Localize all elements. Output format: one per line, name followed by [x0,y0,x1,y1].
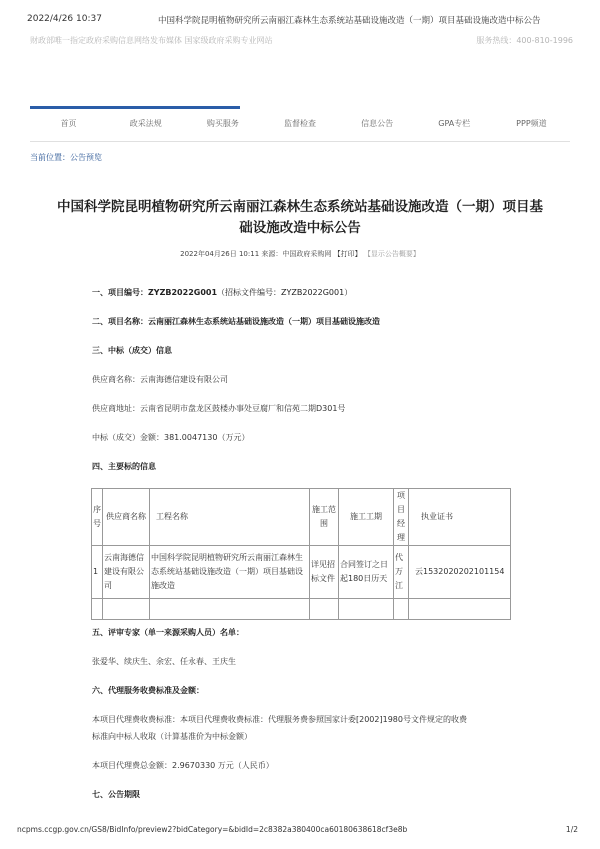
section-agency-fee-heading: 六、代理服务收费标准及金额： [92,686,204,695]
section-subject-heading: 四、主要标的信息 [92,462,156,471]
agency-fee-line-1: 本项目代理费收费标准：本项目代理费收费标准：代理服务费参照国家计委[2002]1980号文件规定的收费 [92,715,467,724]
site-slogan: 财政部唯一指定政府采购信息网络发布媒体 国家级政府采购专业网站 [30,36,273,45]
page-title-line-2: 础设施改造中标公告 [239,220,361,236]
nav-divider [30,141,570,142]
print-page-number: 1/2 [565,825,578,834]
supplier-address: 供应商地址：云南省昆明市盘龙区鼓楼办事处豆腐厂和信苑二期D301号 [92,404,346,413]
agency-fee-total: 本项目代理费总金额：2.9670330 万元（人民币） [92,761,274,770]
nav-item-purchase-services[interactable]: 购买服务 [206,119,239,128]
nav-item-regulations[interactable]: 政采法规 [129,119,162,128]
source-name: 中国政府采购网 [282,250,332,258]
section-project-number [92,287,352,298]
nav-item-announcements[interactable]: 信息公告 [361,119,394,128]
main-nav [30,112,570,136]
empty-cell [394,599,409,620]
project-name-value: 云南丽江森林生态系统站基础设施改造（一期）项目基础设施改造 [148,317,380,326]
section-project-name [92,316,380,327]
col-header-supplier: 供应商名称 [103,489,150,546]
nav-item-supervision[interactable]: 监督检查 [283,119,316,128]
print-footer-url: ncpms.ccgp.gov.cn/GS8/BidInfo/preview2?bidCategory=&bidId=2c8382a380400ca60180638618cf3e8b [17,825,408,834]
col-header-period: 施工工期 [339,489,394,546]
section-notice-period-heading: 七、公告期限 [92,790,140,799]
empty-cell [310,599,339,620]
cell-no: 1 [92,546,103,599]
cell-license: 云1532020202101154 [409,546,511,599]
service-hotline: 服务热线：400-810-1996 [476,36,573,45]
empty-cell [409,599,511,620]
source-label: 来源： [261,250,283,258]
project-number-value: ZYZB2022G001 [148,288,218,297]
show-summary-link[interactable]: 【显示公告概要】 [363,250,420,258]
agency-fee-line-2: 标准向中标人收取（计算基准价为中标金额） [92,732,252,741]
breadcrumb-prefix: 当前位置： [30,153,70,162]
table-empty-row [92,599,511,620]
nav-item-gpa[interactable]: GPA专栏 [438,119,471,128]
breadcrumb [30,152,102,163]
section-award-info-heading: 三、中标（成交）信息 [92,346,172,355]
experts-list: 张爱华、续庆生、余宏、任永春、王庆生 [92,657,236,666]
cell-supplier: 云南海德信建设有限公司 [103,546,150,599]
col-header-license: 执业证书 [409,489,511,546]
nav-item-home[interactable]: 首页 [60,119,77,128]
empty-cell [150,599,310,620]
col-header-project: 工程名称 [150,489,310,546]
nav-item-ppp[interactable]: PPP频道 [516,119,547,128]
page-title [40,197,560,239]
publish-date: 2022年04月26日 10:11 [180,250,260,258]
print-document-title: 中国科学院昆明植物研究所云南丽江森林生态系统站基础设施改造（一期）项目基础设施改造中标公告 [158,16,541,26]
table-header-row [92,489,511,546]
article-meta [0,249,600,259]
award-amount: 中标（成交）金额：381.0047130（万元） [92,433,250,442]
col-header-scope: 施工范围 [310,489,339,546]
page-title-line-1: 中国科学院昆明植物研究所云南丽江森林生态系统站基础设施改造（一期）项目基 [57,199,543,215]
col-header-manager: 项目经理 [394,489,409,546]
project-number-label: 一、项目编号： [92,288,148,297]
tender-doc-number: （招标文件编号：ZYZB2022G001） [217,288,353,297]
empty-cell [339,599,394,620]
empty-cell [92,599,103,620]
breadcrumb-current[interactable]: 公告预览 [70,153,102,162]
project-name-label: 二、项目名称： [92,317,148,326]
award-table [91,488,511,620]
print-link[interactable]: 【打印】 [333,250,362,258]
supplier-name: 供应商名称：云南海德信建设有限公司 [92,375,228,384]
col-header-no: 序号 [92,489,103,546]
section-experts-heading: 五、评审专家（单一来源采购人员）名单： [92,628,244,637]
table-row [92,546,511,599]
cell-period: 合同签订之日起180日历天 [339,546,394,599]
cell-manager: 代万江 [394,546,409,599]
empty-cell [103,599,150,620]
cell-project: 中国科学院昆明植物研究所云南丽江森林生态系统站基础设施改造（一期）项目基础设施改造 [150,546,310,599]
nav-active-indicator [30,106,240,109]
cell-scope: 详见招标文件 [310,546,339,599]
print-datetime: 2022/4/26 10:37 [27,14,102,24]
